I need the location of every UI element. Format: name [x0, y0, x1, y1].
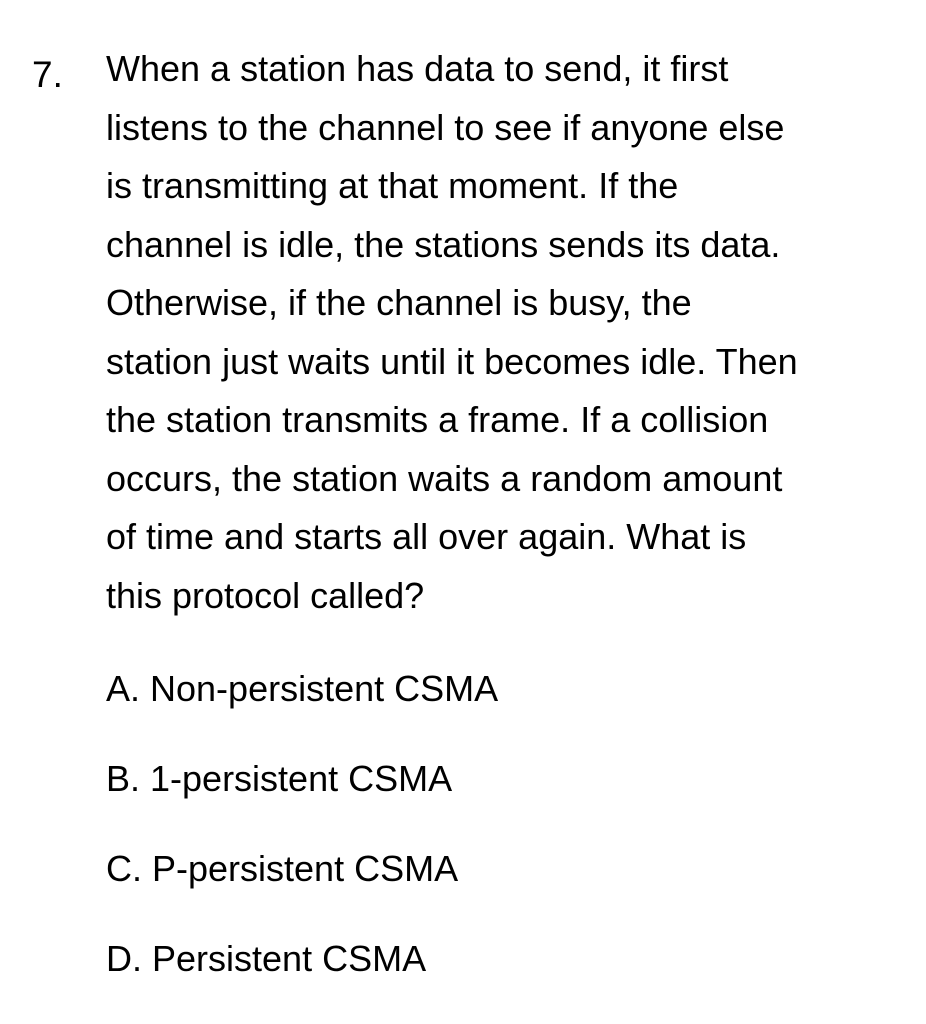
- question-line: When a station has data to send, it first: [106, 48, 729, 89]
- question-line: of time and starts all over again. What is: [106, 516, 747, 557]
- question-line: is transmitting at that moment. If the: [106, 165, 679, 206]
- question-number: 7.: [32, 54, 63, 95]
- question-line: channel is idle, the stations sends its data.: [106, 223, 781, 265]
- question-line: listens to the channel to see if anyone else: [106, 106, 785, 148]
- option-b[interactable]: B. 1-persistent CSMA: [106, 758, 453, 799]
- question-line: occurs, the station waits a random amount: [106, 457, 783, 499]
- question-text: [106, 40, 906, 625]
- question-line: Otherwise, if the channel is busy, the: [106, 282, 692, 323]
- question-line: the station transmits a frame. If a collision: [106, 399, 769, 440]
- question-line: this protocol called?: [106, 574, 425, 616]
- option-d[interactable]: D. Persistent CSMA: [106, 938, 427, 979]
- option-c[interactable]: C. P-persistent CSMA: [106, 848, 459, 889]
- answer-options: [106, 662, 498, 1022]
- option-a[interactable]: A. Non-persistent CSMA: [106, 668, 499, 709]
- question-line: station just waits until it becomes idle. Then: [106, 340, 798, 382]
